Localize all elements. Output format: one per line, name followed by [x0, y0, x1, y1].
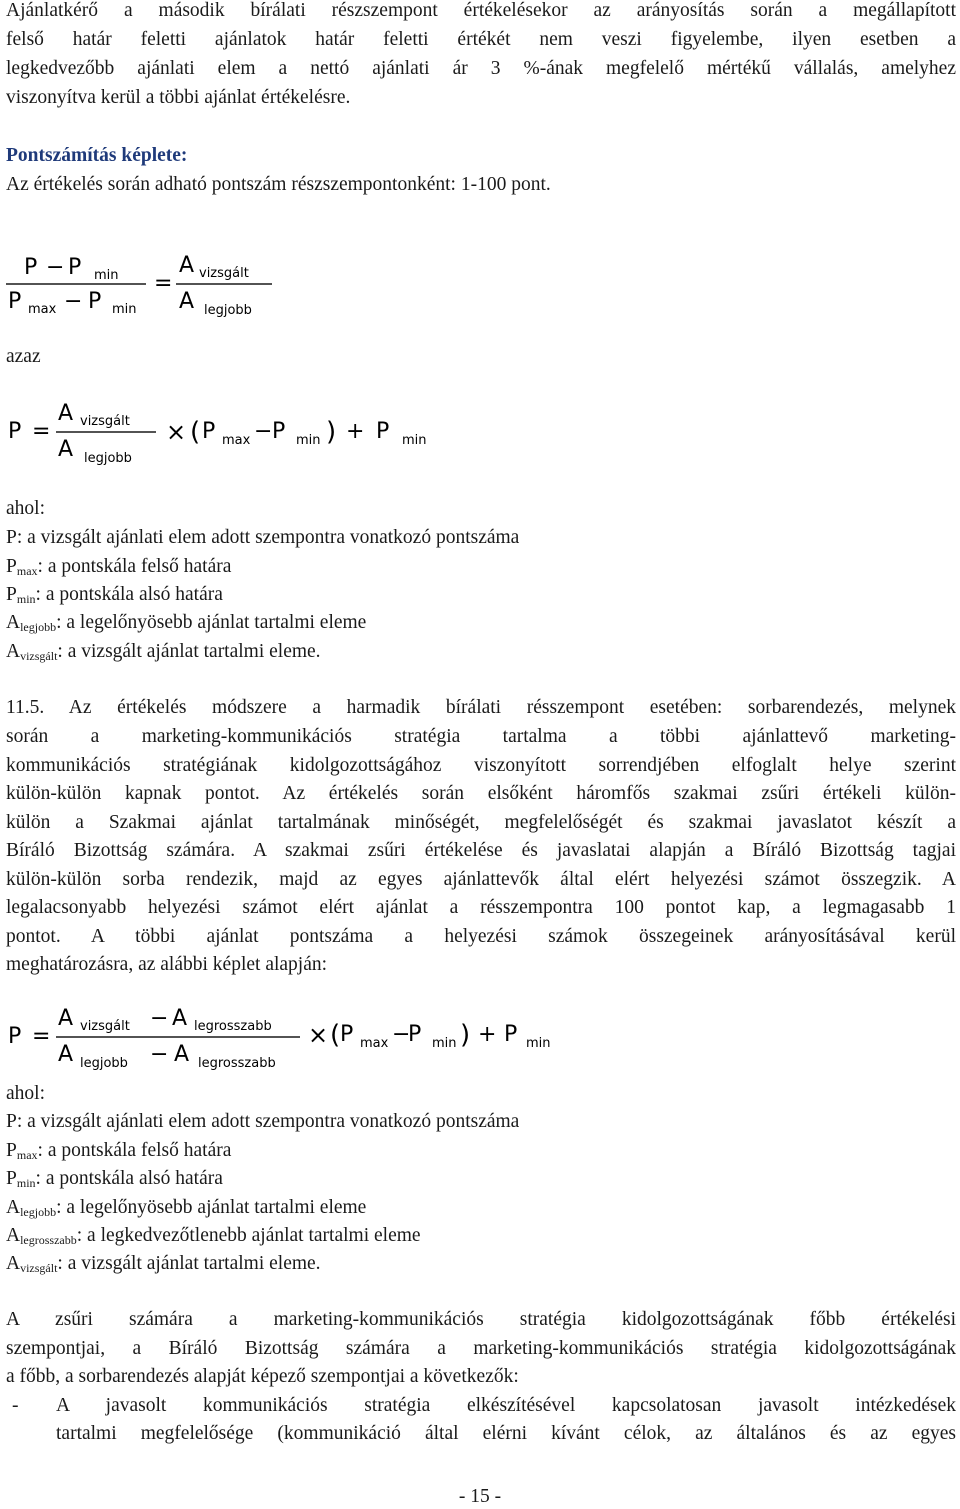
formula-ranking-sub-legrosszabb: legrosszabb: [194, 1019, 272, 1034]
section-line: külön a Szakmai ajánlat tartalmának minőségét, megfelelőségét és szakmai javaslatot készít a: [6, 812, 956, 833]
formula-ratio-p: P: [8, 289, 22, 314]
legend-pmax: $P_{max}$: a pontskála felső határa: [6, 1140, 232, 1162]
legend-ahol: ahol:: [6, 498, 45, 519]
legend-p: P: a vizsgált ajánlati elem adott szempontra vonatkozó pontszáma: [6, 527, 520, 548]
formula-ranking-p: P: [8, 1024, 22, 1049]
formula-score-minus: −: [254, 419, 273, 444]
formula-ranking-a: A: [172, 1006, 188, 1031]
formula-score-p: P: [202, 419, 216, 444]
formula-ranking-times: ×: [308, 1021, 329, 1049]
intro-line: legkedvezőbb ajánlati elem a nettó ajánlati ár 3 %-ának megfelelő mértékű vállalás, amelyhez: [6, 58, 956, 79]
intro-line: felső határ feletti ajánlatok határ feletti értékét nem veszi figyelembe, ilyen esetben a: [6, 29, 956, 50]
formula-score-equals: =: [32, 419, 51, 444]
formula-ranking: [4, 1003, 564, 1073]
formula-ratio-p: P: [88, 289, 102, 314]
formula-score-sub-vizsgalt: vizsgált: [80, 414, 130, 429]
formula-ratio-a: A: [179, 253, 195, 278]
formula-ratio-p: P: [24, 255, 38, 280]
legend-pmax: $P_{max}$: a pontskála felső határa: [6, 556, 232, 578]
formula-ratio: [4, 250, 284, 330]
formula-ranking-open: (: [330, 1020, 341, 1050]
formula-score-a: A: [58, 401, 74, 426]
bullet-line: tartalmi megfelelősége (kommunikáció által elérni kívánt célok, az általános és az egyes: [56, 1423, 956, 1444]
legend-avizsgalt: $A_{vizsgált}$: a vizsgált ajánlat tartalmi eleme.: [6, 1253, 321, 1275]
formula-ranking-p: P: [408, 1022, 422, 1047]
formula-score-times: ×: [166, 418, 187, 446]
formula-ratio-minus: −: [46, 255, 65, 280]
jury-line: a főbb, a sorbarendezés alapját képező szempontjai a következők:: [6, 1366, 519, 1387]
intro-line: Ajánlatkérő a második bírálati részszempont értékelésekor az arányosítás során a megállapított: [6, 0, 956, 21]
formula-ranking-minus: −: [150, 1042, 169, 1067]
formula-score-close: ): [326, 417, 337, 447]
formula-score-open: (: [190, 417, 201, 447]
bullet-line: A javasolt kommunikációs stratégia elkészítésével kapcsolatosan javasolt intézkedések: [56, 1395, 956, 1416]
jury-line: A zsűri számára a marketing-kommunikációs stratégia kidolgozottságának főbb értékelési: [6, 1309, 956, 1330]
formula-score-a: A: [58, 437, 74, 462]
legend-alegjobb: $A_{legjobb}$: a legelőnyösebb ajánlat tartalmi eleme: [6, 612, 367, 634]
legend-alegjobb: $A_{legjobb}$: a legelőnyösebb ajánlat tartalmi eleme: [6, 1197, 367, 1219]
section-line: külön-külön kapnak pontot. Az értékelés során elsőként háromfős szakmai zsűri értékeli külön-: [6, 783, 956, 804]
section-line: külön-külön sorba rendezik, majd az egyes ajánlattevők által elért helyezési számot összegzik. A: [6, 869, 956, 890]
formula-score-p: P: [8, 419, 22, 444]
azaz-text: azaz: [6, 346, 41, 367]
formula-ratio-sub-legjobb: legjobb: [204, 303, 252, 318]
formula-ranking-sub-legrosszabb: legrosszabb: [198, 1056, 276, 1071]
formula-ranking-equals: =: [32, 1024, 51, 1049]
section-line: legalacsonyabb helyezési számot elért ajánlat a résszempontra 100 pontot kap, a legmagasabb 1: [6, 897, 956, 918]
formula-ratio-sub-max: max: [28, 302, 57, 317]
section-line: pontot. A többi ajánlat pontszáma a helyezési számok összegeinek arányosításával kerül: [6, 926, 956, 947]
formula-ratio-minus: −: [64, 289, 83, 314]
jury-line: szempontjai, a Bíráló Bizottság számára a marketing-kommunikációs stratégia kidolgozottságának: [6, 1338, 956, 1359]
formula-ranking-sub-max: max: [360, 1036, 389, 1051]
formula-ratio-sub-min: min: [94, 268, 119, 283]
formula-ranking-p: P: [504, 1022, 518, 1047]
formula-ranking-sub-vizsgalt: vizsgált: [80, 1019, 130, 1034]
formula-ranking-close: ): [460, 1020, 471, 1050]
formula-ratio-a: A: [179, 289, 195, 314]
formula-ranking-a: A: [174, 1042, 190, 1067]
legend-avizsgalt: $A_{vizsgált}$: a vizsgált ajánlat tartalmi eleme.: [6, 641, 321, 663]
section-line: 11.5. Az értékelés módszere a harmadik bírálati résszempont esetében: sorbarendezés, melynek: [6, 697, 956, 718]
formula-ranking-minus: −: [392, 1022, 411, 1047]
formula-score-sub-max: max: [222, 433, 251, 448]
formula-score-p: P: [272, 419, 286, 444]
formula-ranking-sub-legjobb: legjobb: [80, 1056, 128, 1071]
formula-ranking-sub-min: min: [526, 1036, 551, 1051]
formula-score-plus: +: [346, 419, 365, 444]
formula-ratio-equals: =: [154, 271, 173, 296]
scoring-heading: Pontszámítás képlete:: [6, 145, 188, 166]
formula-ranking-sub-min: min: [432, 1036, 457, 1051]
formula-score-sub-legjobb: legjobb: [84, 451, 132, 466]
legend-ahol: ahol:: [6, 1083, 45, 1104]
intro-line: viszonyítva kerül a többi ajánlat értékelésre.: [6, 87, 351, 108]
formula-ranking-p: P: [340, 1022, 354, 1047]
formula-ranking-minus: −: [150, 1006, 169, 1031]
formula-ranking-a: A: [58, 1042, 74, 1067]
legend-pmin: $P_{min}$: a pontskála alsó határa: [6, 1168, 223, 1190]
formula-score-sub-min: min: [402, 433, 427, 448]
formula-score-p: P: [376, 419, 390, 444]
formula-ratio-sub-vizsgalt: vizsgált: [199, 266, 249, 281]
scoring-range-text: Az értékelés során adható pontszám részszempontonként: 1-100 pont.: [6, 174, 551, 195]
legend-p: P: a vizsgált ajánlati elem adott szempontra vonatkozó pontszáma: [6, 1111, 520, 1132]
formula-score-sub-min: min: [296, 433, 321, 448]
section-line: meghatározásra, az alábbi képlet alapján:: [6, 954, 328, 975]
formula-ranking-plus: +: [478, 1022, 497, 1047]
formula-score: [4, 398, 444, 470]
page-number: - 15 -: [458, 1486, 502, 1507]
formula-ratio-p: P: [68, 255, 82, 280]
formula-ranking-a: A: [58, 1006, 74, 1031]
section-line: Bíráló Bizottság számára. A szakmai zsűri értékelése és javaslatai alapján a Bíráló Bizottság tagjai: [6, 840, 956, 861]
legend-pmin: $P_{min}$: a pontskála alsó határa: [6, 584, 223, 606]
section-line: során a marketing-kommunikációs stratégia tartalma a többi ajánlattevő marketing-: [6, 726, 956, 747]
legend-alegrosszabb: $A_{legrosszabb}$: a legkedvezőtlenebb ajánlat tartalmi eleme: [6, 1225, 421, 1247]
section-line: kommunikációs stratégiának kidolgozottságához viszonyított sorrendjében elfoglalt helye szerint: [6, 755, 956, 776]
formula-ratio-sub-min: min: [112, 302, 137, 317]
bullet-dash: -: [12, 1395, 19, 1416]
